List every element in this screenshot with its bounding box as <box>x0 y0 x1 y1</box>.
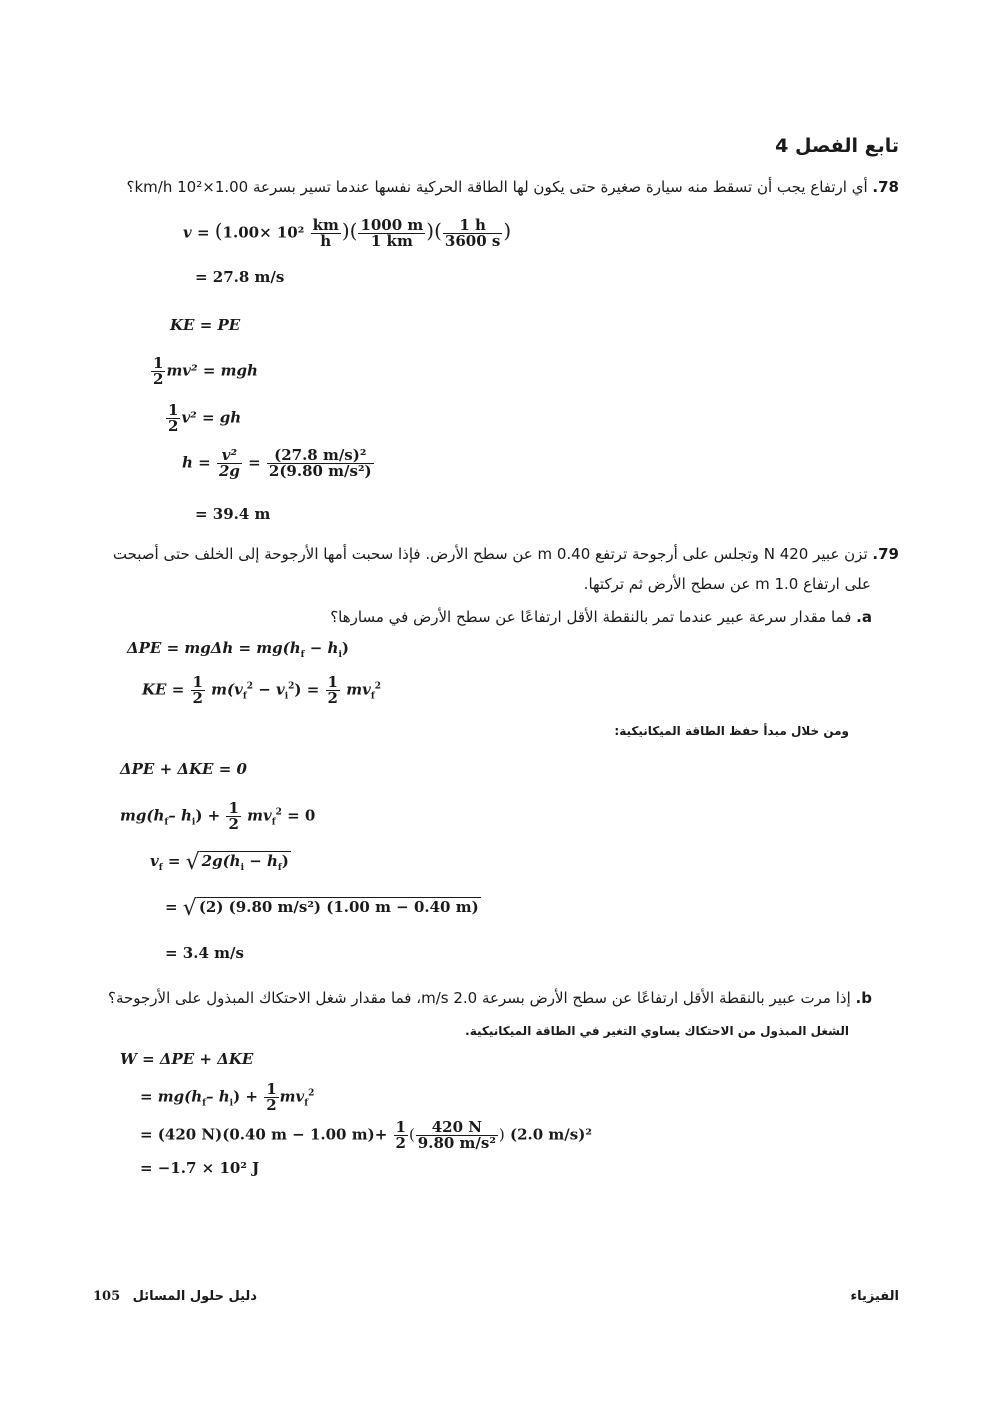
equation-velocity: v = (1.00× 10² $\frac{km}{h}$ )( $\frac{1000 m}{1 km}$ )( $\frac{1 h}{3600 s}$ ) <box>183 216 512 250</box>
vf-result: = 3.4 m/s <box>165 944 244 962</box>
equation-vf: $v_f$ = √ $2g(h_i - h_f)$ <box>150 850 289 875</box>
equation-height: h = $\frac{\text{v²}}{2g}$ = $\frac{\text{(27.8 m/s)²}}{\text{2(9.80 m/s²)}}$ <box>182 446 372 480</box>
equation-vf-substituted: = √ (2) (9.80 m/s²) (1.00 m − 0.40 m) <box>165 896 479 921</box>
equation-half-v2: $\frac{1}{2}$ v² = gh <box>168 401 242 435</box>
eq-coef: 1.00× 10² <box>222 223 305 242</box>
eq-lhs: v = <box>183 223 215 242</box>
work-result: = −1.7 × 10² J <box>140 1159 260 1177</box>
note-work: الشغل المبذول من الاحتكاك يساوي التغير في الطاقة الميكانيكية. <box>465 1024 849 1038</box>
question-78 <box>79 172 899 202</box>
fraction: $\frac{1000 m}{1 km}$ <box>360 216 424 250</box>
part-text: فما مقدار سرعة عبير عندما تمر بالنقطة الأقل ارتفاعًا عن سطح الأرض في مسارها؟ <box>330 608 852 626</box>
fraction: $\frac{km}{h}$ <box>312 216 339 250</box>
part-text: إذا مرت عبير بالنقطة الأقل ارتفاعًا عن سطح الأرض بسرعة 2.0 m/s، فما مقدار شغل الاحتكاك المبذول على الأرجوحة؟ <box>108 989 851 1007</box>
question-79 <box>79 539 899 599</box>
footer-book-title: دليل حلول المسائل <box>132 1289 257 1304</box>
footer-left <box>93 1289 257 1304</box>
equation-work-expanded: = $mg(h_f-$ $h_i$) + $\frac{1}{2}$ $mv_f^2$ <box>140 1080 315 1114</box>
equation-delta-pe: $\Delta PE = mg\Delta h = mg(h_f - h_i)$ <box>127 639 349 660</box>
equation-half-mv2: $\frac{1}{2}$ mv² = mgh <box>153 354 258 388</box>
question-number: 78. <box>872 178 899 196</box>
question-text-line2: على ارتفاع 1.0 m عن سطح الأرض ثم تركتها. <box>583 575 871 593</box>
fraction: $\frac{1 h}{3600 s}$ <box>444 216 501 250</box>
equation-ke-pe: KE = PE <box>170 316 241 334</box>
equation-work: W = ΔPE + ΔKE <box>120 1050 254 1068</box>
footer-subject: الفيزياء <box>850 1289 899 1304</box>
note-conservation: ومن خلال مبدأ حفظ الطاقة الميكانيكية: <box>614 724 849 738</box>
chapter-heading: تابع الفصل 4 <box>775 135 899 157</box>
part-a <box>172 602 872 632</box>
equation-conservation: ΔPE + ΔKE = 0 <box>120 760 247 778</box>
part-label: a. <box>856 608 872 626</box>
part-label: b. <box>855 989 872 1007</box>
question-text: أي ارتفاع يجب أن تسقط منه سيارة صغيرة حتى يكون لها الطاقة الحركية نفسها عندما تسير بسرعة 1.00×10² km/h؟ <box>126 178 868 196</box>
equation-mg: $mg(h_f-$ $h_i$) + $\frac{1}{2}$ $mv_f^2 = 0$ <box>120 799 316 833</box>
page-number: 105 <box>93 1289 121 1304</box>
part-b <box>72 983 872 1013</box>
question-number: 79. <box>872 545 899 563</box>
height-result: = 39.4 m <box>195 505 271 523</box>
equation-work-substituted: = (420 N)(0.40 m − 1.00 m)+ $\frac{1}{2}$ ( $\frac{420 N}{\text{9.80 m/s²}}$ ) (2.0 m/s)² <box>140 1118 592 1152</box>
equation-ke: KE = $\frac{1}{2}$ $m(v_f^2 - v_i^2)$ = $\frac{1}{2}$ $mv_f^2$ <box>142 673 381 707</box>
velocity-result: = 27.8 m/s <box>195 268 285 286</box>
question-text-line1: تزن عبير 420 N وتجلس على أرجوحة ترتفع 0.40 m عن سطح الأرض. فإذا سحبت أمها الأرجوحة إلى الخلف حتى أصبحت <box>112 545 868 563</box>
